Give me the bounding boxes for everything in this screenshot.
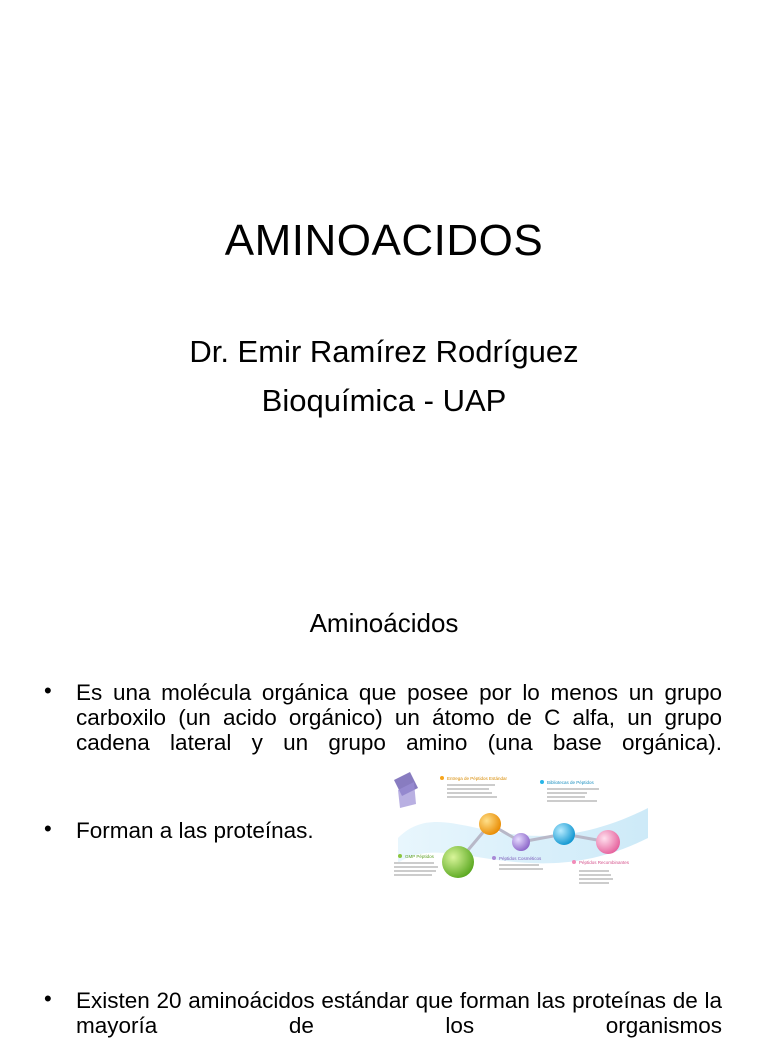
- figure-label: Bibliotecas de Péptidos: [547, 780, 594, 785]
- purple-sphere: [512, 833, 530, 851]
- author-name: Dr. Emir Ramírez Rodríguez: [189, 334, 579, 369]
- orange-sphere: [479, 813, 501, 835]
- bullet-text: Existen 20 aminoácidos estándar que forman las proteínas de la mayoría de los organismos: [76, 988, 722, 1038]
- bullet-text: Forman a las proteínas.: [76, 818, 314, 843]
- figure-label: Entrega de Péptidos Estándar: [447, 776, 508, 781]
- bullet-text: Es una molécula orgánica que posee por lo menos un grupo carboxilo (un acido orgánico) un átomo de C alfa, un grupo cadena lateral y un grupo amino (una base orgánica).: [76, 680, 722, 755]
- bullet-marker: •: [44, 986, 52, 1011]
- content-slide: [0, 560, 768, 1038]
- figure-label: Péptidos Cosméticos: [499, 856, 542, 861]
- figure-label: Péptidos Recombinantes: [579, 860, 630, 865]
- pink-sphere: [596, 830, 620, 854]
- green-sphere: [442, 846, 474, 878]
- peptide-illustration: [388, 768, 656, 893]
- slide-title: AMINOACIDOS: [224, 216, 544, 265]
- bullet-marker: •: [44, 816, 52, 841]
- blue-sphere: [553, 823, 575, 845]
- content-heading: Aminoácidos: [309, 608, 459, 638]
- course-name: Bioquímica - UAP: [261, 383, 507, 418]
- bullet-marker: •: [44, 678, 52, 703]
- figure-label: GMP Péptidos: [405, 854, 434, 859]
- logo-icon: [394, 772, 418, 808]
